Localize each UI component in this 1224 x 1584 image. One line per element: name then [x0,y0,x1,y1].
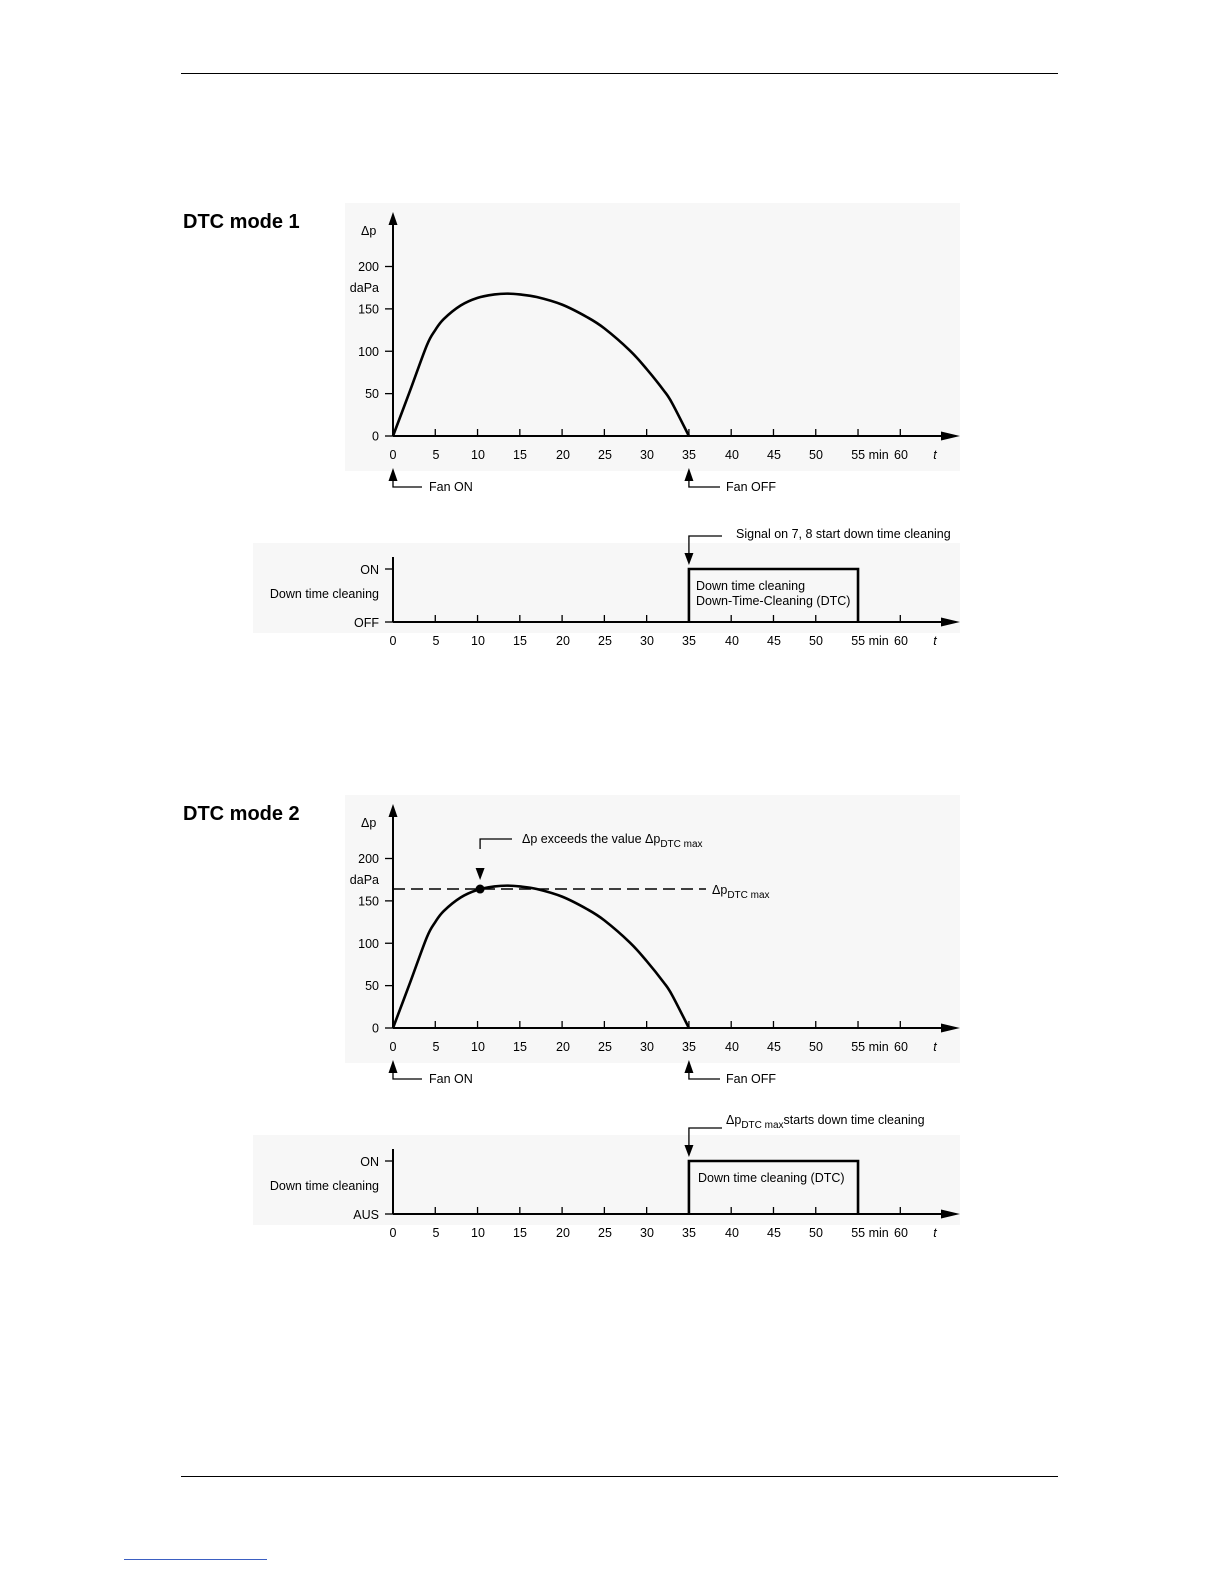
state-x-tick-label: 15 [513,1226,527,1240]
state-x-tick-label: 5 [432,1226,440,1240]
x-tick-label: 15 [513,1040,527,1054]
state-x-tick-label: 45 [767,1226,781,1240]
state-x-tick-label: 30 [640,1226,654,1240]
threshold-label-sub: DTC max [727,890,770,902]
state-x-tick-label: 10 [471,634,485,648]
x-tick-label: 10 [471,448,485,462]
dtc-box-line: Down-Time-Cleaning (DTC) [696,594,851,608]
x-tick-label: 45 [767,1040,781,1054]
x-tick-label: 25 [598,448,612,462]
state-x-tick-label: 25 [598,1226,612,1240]
signal-label: Signal on 7, 8 start down time cleaning [736,527,951,541]
dtc-box-line: Down time cleaning [696,579,806,593]
state-x-tick-label: 35 [682,634,696,648]
signal-label-rest: starts down time cleaning [783,1113,925,1127]
x-tick-label: 60 [894,1040,908,1054]
state-x-tick-label: 0 [389,634,397,648]
y-tick-label: 50 [365,387,379,402]
state-off-label: OFF [354,616,379,630]
y-tick-label: 0 [372,429,379,444]
mode-title: DTC mode 1 [183,211,300,233]
x-tick-label: 50 [809,1040,823,1054]
t-axis-label: t [933,1040,937,1054]
x-tick-label: 60 [894,448,908,462]
y-tick-label: 150 [358,302,379,317]
state-x-tick-label: 20 [556,634,570,648]
footer-rule [181,1476,1058,1477]
state-name-label: Down time cleaning [269,1179,379,1193]
fan-on-pointer [393,1072,422,1079]
state-off-label: AUS [353,1208,379,1222]
x-tick-label: 15 [513,448,527,462]
y-axis-symbol: Δp [361,816,377,830]
state-x-tick-label: 40 [725,1226,739,1240]
state-on-label: ON [360,563,379,577]
state-t-axis-label: t [933,1226,937,1240]
signal-label-sub: DTC max [741,1120,784,1131]
state-x-tick-label: 55 min [851,1226,889,1240]
x-tick-label: 5 [432,1040,440,1054]
x-tick-label: 45 [767,448,781,462]
fan-on-pointer [393,480,422,487]
x-tick-label: 20 [556,1040,570,1054]
threshold-note-sub: DTC max [660,839,703,850]
y-tick-label: 150 [358,894,379,909]
x-tick-label: 30 [640,1040,654,1054]
state-x-tick-label: 0 [389,1226,397,1240]
state-x-tick-label: 50 [809,1226,823,1240]
state-x-tick-label: 45 [767,634,781,648]
dtc-mode-1 [183,203,960,648]
threshold-crossing-dot [476,885,485,894]
x-tick-label: 40 [725,448,739,462]
state-x-tick-label: 60 [894,634,908,648]
state-x-tick-label: 40 [725,634,739,648]
x-tick-label: 20 [556,448,570,462]
t-axis-label: t [933,448,937,462]
dtc-mode-2 [183,795,960,1240]
x-tick-label: 0 [389,1040,397,1054]
y-tick-label: 200 [358,260,379,274]
footer-link-underline [124,1559,267,1560]
state-x-tick-label: 5 [432,634,440,648]
y-tick-label: 200 [358,852,379,866]
x-tick-label: 55 min [851,1040,889,1054]
y-tick-label: 50 [365,979,379,994]
x-tick-label: 25 [598,1040,612,1054]
state-x-tick-label: 55 min [851,634,889,648]
fan-off-pointer [689,1072,720,1079]
x-tick-label: 40 [725,1040,739,1054]
fan-off-label: Fan OFF [726,1072,777,1086]
x-tick-label: 55 min [851,448,889,462]
y-axis-symbol: Δp [361,224,377,238]
x-tick-label: 0 [389,448,397,462]
state-x-tick-label: 20 [556,1226,570,1240]
y-tick-label: 100 [358,936,379,951]
y-unit-label: daPa [349,281,379,295]
state-x-tick-label: 60 [894,1226,908,1240]
threshold-label-main: Δp [712,883,728,898]
mode-title: DTC mode 2 [183,803,300,825]
x-tick-label: 50 [809,448,823,462]
state-x-tick-label: 10 [471,1226,485,1240]
x-tick-label: 10 [471,1040,485,1054]
x-tick-label: 35 [682,448,696,462]
state-x-tick-label: 35 [682,1226,696,1240]
state-x-tick-label: 25 [598,634,612,648]
y-tick-label: 0 [372,1021,379,1036]
x-tick-label: 35 [682,1040,696,1054]
state-x-tick-label: 15 [513,634,527,648]
state-t-axis-label: t [933,634,937,648]
dtc-box-line: Down time cleaning (DTC) [698,1171,845,1185]
fan-on-label: Fan ON [429,480,473,494]
signal-label-main: Δp [726,1113,742,1127]
state-on-label: ON [360,1155,379,1169]
fan-off-label: Fan OFF [726,480,777,494]
state-name-label: Down time cleaning [269,587,379,601]
state-x-tick-label: 30 [640,634,654,648]
x-tick-label: 30 [640,448,654,462]
signal-label [726,1113,925,1131]
threshold-note-main: Δp exceeds the value Δp [522,832,661,846]
fan-off-pointer [689,480,720,487]
state-x-tick-label: 50 [809,634,823,648]
fan-on-label: Fan ON [429,1072,473,1086]
y-unit-label: daPa [349,873,379,887]
y-tick-label: 100 [358,344,379,359]
x-tick-label: 5 [432,448,440,462]
pressure-panel [345,203,960,471]
